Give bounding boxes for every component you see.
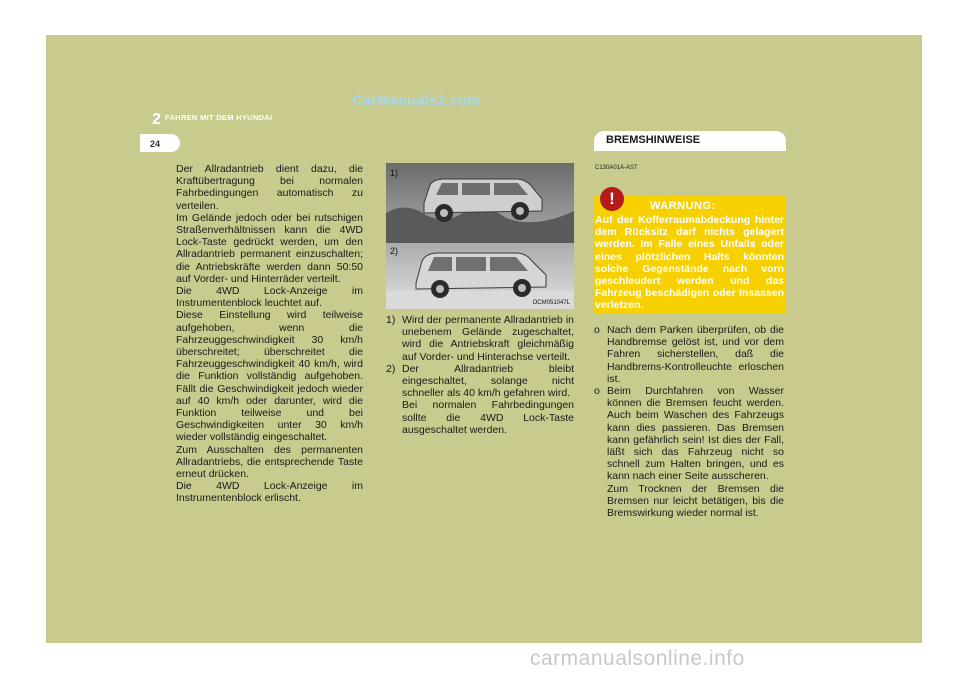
middle-column-list	[386, 314, 574, 436]
vehicle-illustration	[386, 163, 574, 309]
brake-notes-list	[594, 324, 784, 519]
bullet-content	[607, 385, 784, 519]
chapter-number: 2	[152, 111, 161, 128]
list-item-extra: Bei normalen Fahrbedingungen sollte die 4WD Lock-Taste ausgeschaltet werden.	[402, 399, 574, 436]
paragraph: Zum Ausschalten des permanenten Allradantriebs, die entsprechende Taste erneut drücken.	[176, 443, 363, 481]
figure-label-2: 2)	[390, 246, 399, 256]
figure-code: OCM051047L	[532, 300, 570, 306]
list-item	[386, 363, 574, 436]
section-code: C130A01A-AST	[595, 165, 638, 171]
left-column-text	[176, 163, 363, 505]
paragraph: Die 4WD Lock-Anzeige im Instrumentenblock erlischt.	[176, 480, 363, 505]
bullet-marker: o	[594, 385, 600, 398]
list-item-content	[402, 363, 574, 436]
warning-title: WARNUNG:	[650, 200, 716, 212]
list-item-text: Wird der permanente Allradantrieb in unebenem Gelände zugeschaltet, wird die Antriebskraft gleichmäßig auf Vorder- und Hinterachse verteilt.	[402, 314, 574, 363]
warning-text: Auf der Kofferraumabdeckung hinter dem Rücksitz darf nichts gelagert werden. Im Falle eines Unfalls oder eines plötzlichen Halts könnten solche Gegenstände nach vorn geschleudert werden und das Fahrzeug beschädigen oder Insassen verletzen.	[595, 214, 784, 312]
list-item	[594, 385, 784, 519]
warning-icon: !	[600, 187, 624, 211]
bullet-extra: Zum Trocknen der Bremsen die Bremsen nur leicht betätigen, bis die Bremswirkung wieder normal ist.	[607, 482, 784, 520]
list-item-text: Der Allradantrieb bleibt eingeschaltet, solange nicht schneller als 40 km/h gefahren wird.	[402, 362, 574, 400]
list-item	[594, 324, 784, 385]
terrain-shape	[386, 207, 574, 243]
page-number: 24	[150, 139, 161, 149]
paragraph: Im Gelände jedoch oder bei rutschigen Straßenverhältnissen kann die 4WD Lock-Taste gedrückt werden, um den Allradantrieb permanent einzuschalten; die Antriebskräfte werden dann 50:50 auf Vorder- und Hinterräder verteilt.	[176, 211, 363, 285]
watermark-top[interactable]: CarManuals2.com	[352, 92, 481, 109]
watermark-bottom[interactable]: carmanualsonline.info	[530, 647, 745, 670]
figure-label-1: 1)	[390, 168, 399, 178]
vehicle-4wd-figure	[386, 163, 574, 309]
paragraph: Die 4WD Lock-Anzeige im Instrumentenblock leuchtet auf.	[176, 285, 363, 310]
bullet-text: Nach dem Parken überprüfen, ob die Handbremse gelöst ist, und vor dem Fahren sicherstellen, daß die Handbrems-Kontrolleuchte erloschen ist.	[607, 324, 784, 385]
bullet-text: Beim Durchfahren von Wasser können die Bremsen feucht werden. Auch beim Waschen des Fahrzeugs kann dies passieren. Das Bremsen kann gefährlich sein! Ist dies der Fall, läßt sich das Fahrzeug nicht so schnell zum Halten bringen, und es kann nach einer Seite ausscheren.	[607, 385, 784, 483]
paragraph: Der Allradantrieb dient dazu, die Kraftübertragung bei normalen Fahrbedingungen automatisch zu verteilen.	[176, 163, 363, 212]
list-item	[386, 314, 574, 363]
bullet-marker: o	[594, 324, 600, 336]
chapter-title: FAHREN MIT DEM HYUNDAI	[165, 113, 273, 122]
paragraph: Diese Einstellung wird teilweise aufgehoben, wenn die Fahrzeuggeschwindigkeit 30 km/h überschreitet; überschreitet die Fahrzeuggeschwindigkeit 40 km/h, wird die Funktion vollständig aufgehoben. Fällt die Geschwindigkeit jedoch wieder auf 40 km/h oder darunter, wird die Funktion teilweise und bei Geschwindigkeiten unter 30 km/h wieder vollständig eingeschaltet.	[176, 309, 363, 444]
list-item-number: 2)	[386, 362, 396, 375]
section-title: BREMSHINWEISE	[606, 134, 701, 146]
list-item-number: 1)	[386, 314, 396, 326]
